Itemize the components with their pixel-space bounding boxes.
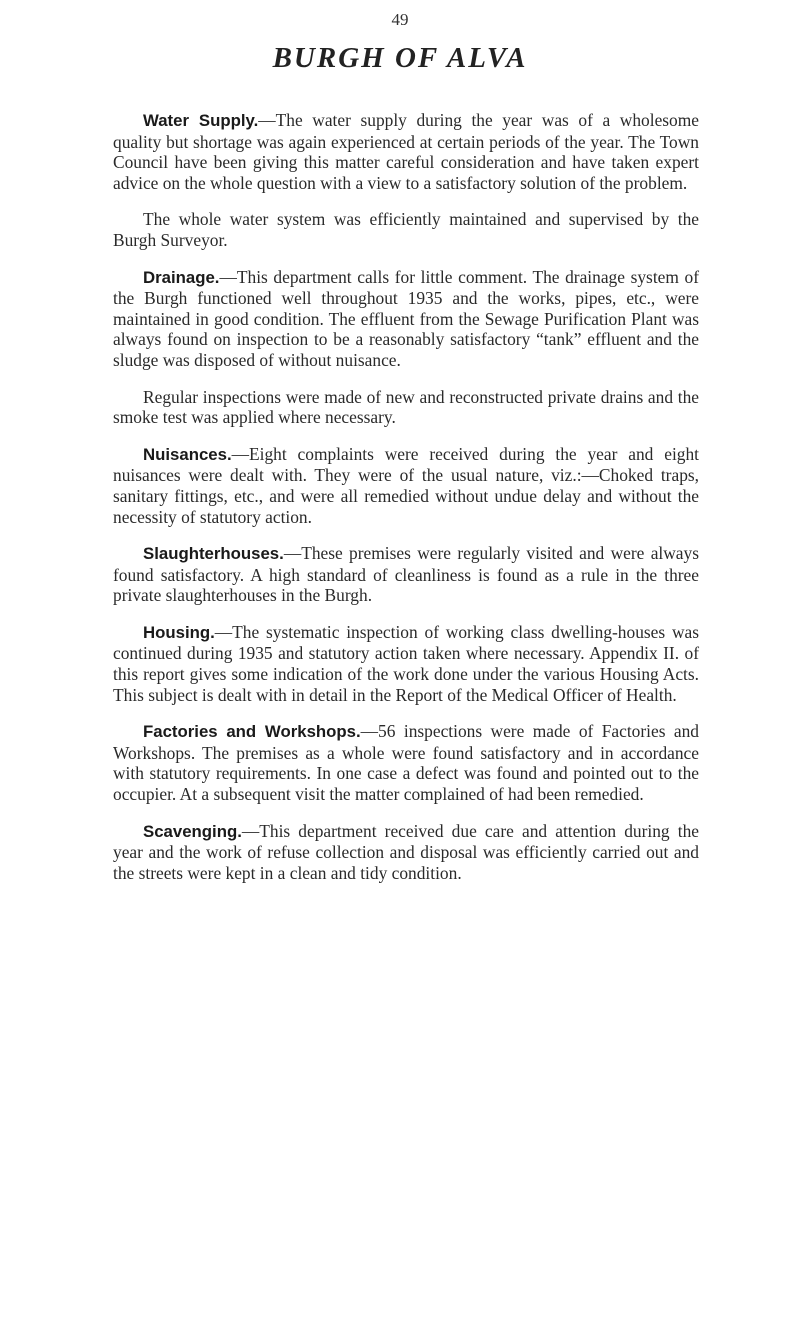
section-heading: Drainage. — [143, 267, 220, 287]
paragraph-housing — [113, 622, 699, 705]
paragraph-drainage — [113, 267, 699, 371]
paragraph-text: —Eight complaints were received during the year and eight nuisances were dealt with. They were of the usual nature, viz.:—Choked traps, sanitary fittings, etc., and were all remedied without undue delay and without the necessity of statutory action. — [113, 443, 699, 527]
paragraph-scavenging — [113, 821, 699, 884]
paragraph-water-supply — [113, 110, 699, 193]
section-heading: Scavenging. — [143, 821, 242, 841]
paragraph-text: —These premises were regularly visited and were always found satisfactory. A high standard of cleanliness is found as a rule in the three private slaughterhouses in the Burgh. — [113, 543, 699, 606]
paragraph-text: The whole water system was efficiently maintained and supervised by the Burgh Surveyor. — [113, 209, 699, 250]
section-heading: Factories and Workshops. — [143, 722, 361, 742]
paragraph-text: Regular inspections were made of new and reconstructed private drains and the smoke test was applied where necessary. — [113, 386, 699, 428]
paragraph-text: —The systematic inspection of working class dwelling-houses was continued during 1935 and statutory action taken where necessary. Appendix II. of this report gives some indication of the work done under the various Housing Acts. This subject is dealt with in detail in the Report of the Medical Officer of Health. — [113, 621, 699, 705]
section-heading: Water Supply. — [143, 111, 259, 130]
paragraph-factories-workshops — [113, 721, 699, 804]
section-heading: Nuisances. — [143, 444, 232, 464]
paragraph-text: —This department received due care and attention during the year and the work of refuse collection and disposal was efficiently carried out and the streets were kept in a clean and tidy condition. — [113, 820, 699, 883]
paragraph-text: —The water supply during the year was of a wholesome quality but shortage was again experienced at certain periods of the year. The Town Council have been giving this matter careful consideration and have taken expert advice on the whole question with a view to a satisfactory solution of the problem. — [113, 110, 699, 193]
paragraph-drain-inspections — [113, 387, 699, 428]
paragraph-slaughterhouses — [113, 543, 699, 606]
page-title: BURGH OF ALVA — [272, 42, 528, 74]
page-number: 49 — [391, 10, 409, 29]
paragraph-nuisances — [113, 444, 699, 527]
paragraph-water-system — [113, 209, 699, 250]
report-body — [113, 110, 699, 883]
section-heading: Slaughterhouses. — [143, 544, 284, 564]
paragraph-text: —56 inspections were made of Factories and Workshops. The premises as a whole were found satisfactory and in accordance with statutory requirements. In one case a defect was found and pointed out to the occupier. At a subsequent visit the matter complained of had been remedied. — [113, 721, 699, 805]
paragraph-text: —This department calls for little comment. The drainage system of the Burgh functioned well throughout 1935 and the works, pipes, etc., were maintained in good condition. The effluent from the Sewage Purification Plant was always found on inspection to be a reasonably satisfactory “tank” effluent and the sludge was disposed of without nuisance. — [113, 266, 699, 370]
section-heading: Housing. — [143, 622, 215, 642]
